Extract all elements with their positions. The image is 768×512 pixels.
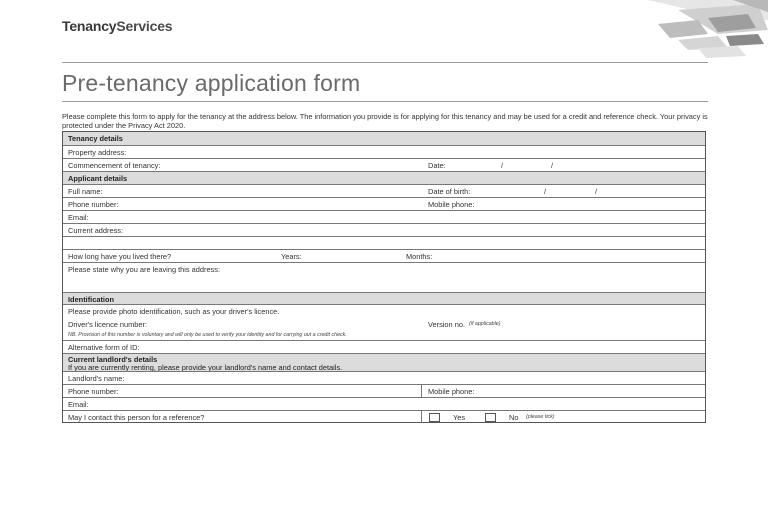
why-leaving-row[interactable] — [63, 262, 705, 292]
please-tick-hint: (please tick) — [526, 414, 555, 420]
date-slash: / — [595, 187, 598, 196]
field-hint: (if applicable) — [469, 321, 501, 327]
column-divider — [421, 385, 422, 397]
field-label: Alternative form of ID: — [68, 343, 140, 352]
photo-id-instruction: Please provide photo identification, such as your driver's licence. — [68, 307, 280, 316]
identification-row[interactable] — [63, 304, 705, 340]
field-label: Current address: — [68, 226, 124, 235]
field-label: May I contact this person for a reference? — [68, 413, 205, 422]
landlord-email-row[interactable] — [63, 397, 705, 410]
alt-id-row[interactable] — [63, 340, 705, 353]
brand-word-2: Services — [116, 18, 173, 34]
section-applicant-details — [63, 171, 705, 184]
field-label: Full name: — [68, 187, 103, 196]
section-identification — [63, 292, 705, 304]
field-label: Mobile phone: — [428, 200, 475, 209]
page-title: Pre-tenancy application form — [62, 70, 361, 96]
field-label: Date of birth: — [428, 187, 471, 196]
yes-label: Yes — [453, 413, 466, 422]
brand-logo — [62, 18, 172, 34]
section-heading: Current landlord's details — [68, 355, 158, 364]
title-rule-top — [62, 62, 708, 63]
field-label: Property address: — [68, 148, 127, 157]
field-label: Email: — [68, 213, 89, 222]
privacy-note: NB. Provision of this number is voluntary and will only be used to verify your identity and for carrying out a credit check. — [68, 332, 347, 338]
section-heading: Identification — [68, 295, 114, 304]
no-checkbox[interactable] — [485, 413, 496, 422]
landlord-name-row[interactable] — [63, 371, 705, 384]
field-label: Years: — [281, 252, 302, 261]
phone-row[interactable] — [63, 197, 705, 210]
field-label: Landlord's name: — [68, 374, 125, 383]
field-label: Date: — [428, 161, 446, 170]
commencement-row[interactable] — [63, 158, 705, 171]
field-label: Commencement of tenancy: — [68, 161, 161, 170]
how-long-row[interactable] — [63, 249, 705, 262]
no-label: No — [509, 413, 519, 422]
field-label: Months: — [406, 252, 433, 261]
field-label: Email: — [68, 400, 89, 409]
application-form-table — [62, 131, 706, 423]
section-tenancy-details — [63, 132, 705, 145]
date-slash: / — [501, 161, 504, 170]
property-address-row[interactable] — [63, 145, 705, 158]
landlord-phone-row[interactable] — [63, 384, 705, 397]
date-slash: / — [544, 187, 547, 196]
date-slash: / — [551, 161, 554, 170]
email-row[interactable] — [63, 210, 705, 223]
field-label: How long have you lived there? — [68, 252, 172, 261]
field-label: Please state why you are leaving this address: — [68, 265, 221, 274]
reference-contact-row — [63, 410, 705, 423]
section-subheading: If you are currently renting, please provide your landlord's name and contact details. — [68, 363, 343, 372]
yes-checkbox[interactable] — [429, 413, 440, 422]
field-label: Mobile phone: — [428, 387, 475, 396]
title-rule-bottom — [62, 101, 708, 102]
field-label: Version no. — [428, 320, 465, 329]
section-heading: Applicant details — [68, 174, 128, 183]
section-heading: Tenancy details — [68, 134, 123, 143]
field-label: Phone number: — [68, 387, 119, 396]
section-landlord-details — [63, 353, 705, 371]
field-label: Phone number: — [68, 200, 119, 209]
full-name-row[interactable] — [63, 184, 705, 197]
column-divider — [421, 411, 422, 423]
decorative-header-shapes — [558, 0, 768, 80]
current-address-row[interactable] — [63, 223, 705, 236]
intro-text: Please complete this form to apply for the tenancy at the address below. The information you provide is for applying for this tenancy and may be used for a credit and reference check. Your privacy is protected under the Privacy Act 2020. — [62, 112, 708, 130]
brand-word-1: Tenancy — [62, 18, 117, 34]
field-label: Driver's licence number: — [68, 320, 148, 329]
current-address-continued-row[interactable] — [63, 236, 705, 249]
